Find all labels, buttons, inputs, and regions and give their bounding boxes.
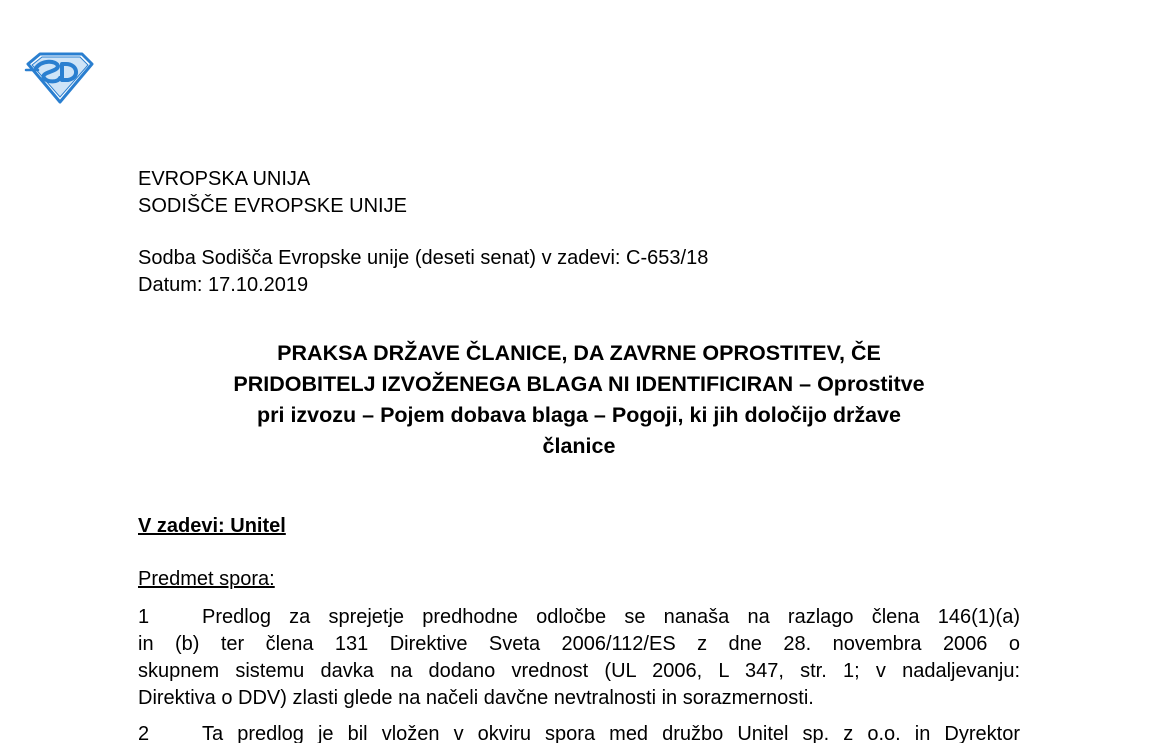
- case-label: V zadevi: Unitel: [138, 515, 286, 537]
- sd-logo-icon: [22, 50, 96, 104]
- title-line: pri izvozu – Pojem dobava blaga – Pogoji, ki jih določijo države: [257, 403, 901, 427]
- title-line: PRIDOBITELJ IZVOŽENEGA BLAGA NI IDENTIFICIRAN – Oprostitve: [233, 372, 925, 396]
- document-title: [138, 338, 1020, 462]
- paragraph-line: in (b) ter člena 131 Direktive Sveta 2006/112/ES z dne 28. novembra 2006 o: [138, 633, 1020, 655]
- paragraph-line: [138, 721, 1020, 743]
- paragraph-1: [138, 604, 1020, 712]
- paragraph-2: [138, 721, 1020, 743]
- paragraph-number: 1: [138, 606, 150, 628]
- title-line: PRAKSA DRŽAVE ČLANICE, DA ZAVRNE OPROSTITEV, ČE: [277, 341, 881, 365]
- header-court: SODIŠČE EVROPSKE UNIJE: [138, 195, 407, 217]
- subject-label: Predmet spora:: [138, 568, 275, 590]
- paragraph-line: Direktiva o DDV) zlasti glede na načeli davčne nevtralnosti in sorazmernosti.: [138, 687, 814, 709]
- paragraph-line: skupnem sistemu davka na dodano vrednost (UL 2006, L 347, str. 1; v nadaljevanju:: [138, 660, 1020, 682]
- judgment-date: Datum: 17.10.2019: [138, 274, 309, 296]
- header-eu: EVROPSKA UNIJA: [138, 168, 311, 190]
- paragraph-number: 2: [138, 723, 150, 743]
- title-line: članice: [542, 434, 616, 458]
- judgment-reference: Sodba Sodišča Evropske unije (deseti senat) v zadevi: C-653/18: [138, 247, 709, 269]
- paragraph-text: Ta predlog je bil vložen v okviru spora med družbo Unitel sp. z o.o. in Dyrektor: [202, 723, 1020, 743]
- paragraph-text: Predlog za sprejetje predhodne odločbe se nanaša na razlago člena 146(1)(a): [202, 606, 1020, 628]
- paragraph-line: [138, 604, 1020, 631]
